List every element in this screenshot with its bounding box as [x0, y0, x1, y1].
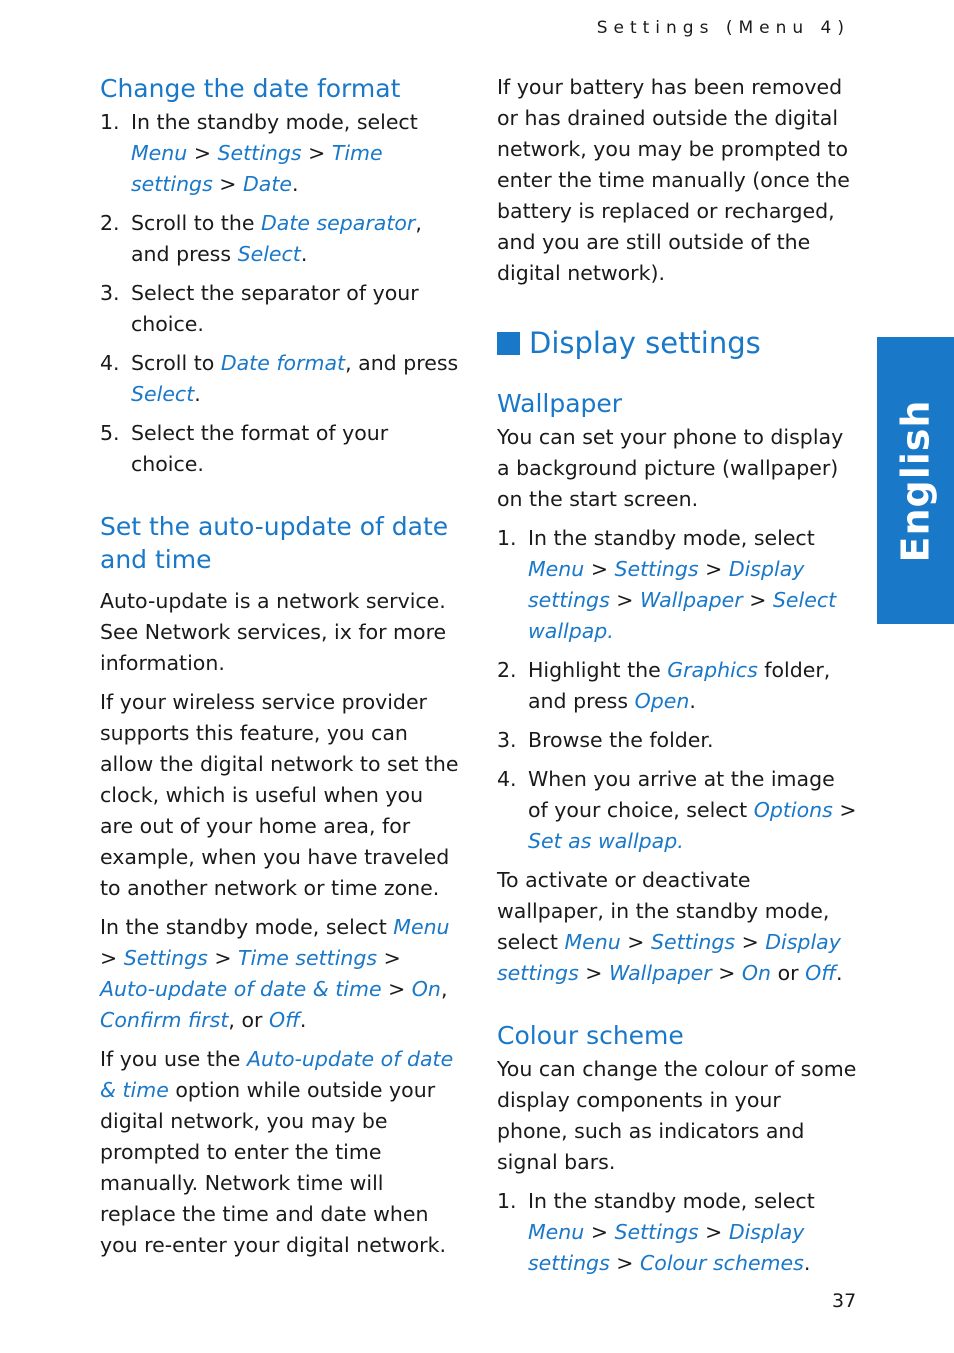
text-run: >: [609, 588, 640, 612]
step-text: [131, 107, 460, 200]
text-run: .: [300, 242, 308, 266]
text-run: If you use the: [100, 1047, 247, 1071]
menu-term: Date: [242, 172, 292, 196]
menu-term: Select wallpap.: [528, 588, 837, 643]
text-run: .: [689, 689, 696, 713]
paragraph-outside-network: [100, 1044, 460, 1261]
text-run: , or: [228, 1008, 269, 1032]
menu-term: On: [411, 977, 441, 1001]
text-run: >: [381, 977, 412, 1001]
section-square-icon: [497, 332, 520, 355]
step-number: 1.: [100, 110, 120, 134]
menu-term: Colour schemes: [639, 1251, 804, 1275]
list-item: [100, 348, 460, 410]
text-run: To activate or deactivate wallpaper, in the standby mode, select: [497, 868, 830, 954]
text-run: >: [584, 1220, 615, 1244]
text-run: >: [578, 961, 609, 985]
text-run: >: [711, 961, 742, 985]
step-text: [528, 655, 857, 717]
menu-term: Options: [753, 798, 833, 822]
menu-term: Display settings: [497, 930, 841, 985]
title-line-1: Set the auto-update of date: [100, 512, 449, 541]
step-number: 1.: [497, 526, 517, 550]
text-run: >: [742, 588, 773, 612]
menu-term: Time settings: [131, 141, 383, 196]
text-run: .: [291, 172, 299, 196]
menu-term: Select: [131, 382, 195, 406]
step-text: [528, 1186, 857, 1279]
menu-term: Menu: [528, 557, 585, 581]
running-header: Settings (Menu 4): [596, 18, 850, 38]
list-item: [497, 764, 857, 857]
menu-term: Open: [634, 689, 690, 713]
list-item: [497, 1186, 857, 1279]
menu-term: Auto-update of date & time: [100, 977, 382, 1001]
language-side-tab: [877, 337, 954, 624]
text-run: >: [609, 1251, 640, 1275]
text-run: >: [584, 557, 615, 581]
step-number: 1.: [497, 1189, 517, 1213]
section-title-colour-scheme: Colour scheme: [497, 1021, 684, 1050]
text-run: >: [301, 141, 332, 165]
step-number: 3.: [497, 728, 517, 752]
section-title-display-settings: [497, 325, 857, 361]
step-text: [131, 208, 460, 270]
list-item: [497, 523, 857, 647]
menu-term: Off: [268, 1008, 300, 1032]
step-number: 4.: [100, 351, 120, 375]
list-item: [100, 418, 460, 480]
title-line-2: and time: [100, 545, 212, 574]
step-number: 5.: [100, 421, 120, 445]
right-column: [497, 72, 857, 1279]
text-run: , and press: [131, 211, 422, 266]
text-run: , and press: [345, 351, 459, 375]
text-run: >: [100, 946, 124, 970]
text-run: In the standby mode, select: [131, 110, 418, 134]
step-text: [131, 348, 460, 410]
menu-term: Settings: [650, 930, 736, 954]
paragraph-wallpaper-intro: You can set your phone to display a background picture (wallpaper) on the start screen.: [497, 425, 844, 511]
text-run: .: [194, 382, 201, 406]
text-run: folder, and press: [528, 658, 831, 713]
text-run: .: [299, 1008, 307, 1032]
menu-term: On: [741, 961, 772, 985]
text-run: >: [735, 930, 766, 954]
list-item: [497, 655, 857, 717]
text-run: >: [620, 930, 651, 954]
list-item: [100, 208, 460, 270]
text-run: >: [698, 557, 729, 581]
step-number: 2.: [100, 211, 120, 235]
step-number: 4.: [497, 767, 517, 791]
text-run: >: [377, 946, 401, 970]
menu-term: Menu: [393, 915, 450, 939]
menu-term: Settings: [217, 141, 302, 165]
menu-term: Wallpaper: [608, 961, 712, 985]
text-run: Scroll to: [131, 351, 221, 375]
colour-scheme-steps: [497, 1186, 857, 1279]
menu-term: Off: [805, 961, 837, 985]
text-run: ,: [440, 977, 448, 1001]
paragraph-colour-intro: You can change the colour of some display components in your phone, such as indicators and signal bars.: [497, 1057, 857, 1174]
menu-term: Wallpaper: [639, 588, 743, 612]
left-column: [100, 72, 460, 1261]
menu-term: Settings: [123, 946, 208, 970]
menu-term: Confirm first: [100, 1008, 229, 1032]
paragraph-battery: If your battery has been removed or has drained outside the digital network, you may be prompted to enter the time manually (once the battery is replaced or recharged, and you are still outside of the digital network).: [497, 75, 850, 285]
menu-term: Auto-update of date & time: [100, 1047, 454, 1102]
text-run: Browse the folder.: [528, 728, 714, 752]
menu-term: Settings: [614, 1220, 699, 1244]
list-item: [497, 725, 857, 756]
text-run: Highlight the: [528, 658, 668, 682]
menu-term: Date format: [220, 351, 346, 375]
menu-term: Date separator: [260, 211, 416, 235]
text-run: >: [698, 1220, 729, 1244]
menu-term: Time settings: [238, 946, 378, 970]
menu-term: Display settings: [528, 1220, 805, 1275]
paragraph-provider: If your wireless service provider supports this feature, you can allow the digital network to set the clock, which is useful when you are out of your home area, for example, when you have traveled to another network or time zone.: [100, 690, 459, 900]
step-text: [528, 725, 857, 756]
step-text: [131, 418, 460, 480]
date-format-steps: [100, 107, 460, 480]
section-title-date-format: Change the date format: [100, 74, 401, 103]
text-run: When you arrive at the image of your choice, select: [528, 767, 835, 822]
paragraph-menu-path: [100, 912, 460, 1036]
text-run: In the standby mode, select: [528, 1189, 815, 1213]
step-number: 3.: [100, 281, 120, 305]
text-run: Select the separator of your choice.: [131, 281, 419, 336]
menu-term: Graphics: [667, 658, 758, 682]
text-run: .: [836, 961, 843, 985]
step-text: [131, 278, 460, 340]
page-number: 37: [832, 1290, 857, 1312]
menu-term: Set as wallpap.: [528, 829, 684, 853]
section-title-wallpaper: Wallpaper: [497, 389, 623, 418]
text-run: option while outside your digital network, you may be prompted to enter the time manually. Network time will replace the time and date when you re-enter your digital network.: [100, 1078, 446, 1257]
step-text: [528, 764, 857, 857]
text-run: >: [832, 798, 857, 822]
text-run: Select the format of your choice.: [131, 421, 389, 476]
menu-term: Select: [237, 242, 301, 266]
display-settings-label: Display settings: [529, 326, 761, 360]
menu-term: Settings: [614, 557, 699, 581]
text-run: >: [207, 946, 239, 970]
section-title-auto-update: [100, 510, 460, 576]
menu-term: Display settings: [528, 557, 805, 612]
menu-term: Menu: [131, 141, 188, 165]
language-label: English: [893, 399, 938, 562]
text-run: Scroll to the: [131, 211, 261, 235]
menu-term: Menu: [528, 1220, 585, 1244]
menu-term: Menu: [564, 930, 621, 954]
list-item: [100, 278, 460, 340]
step-number: 2.: [497, 658, 517, 682]
text-run: >: [187, 141, 218, 165]
paragraph-auto-update-intro: Auto-update is a network service. See Network services, ix for more information.: [100, 589, 447, 675]
paragraph-activate-wallpaper: [497, 865, 857, 989]
list-item: [100, 107, 460, 200]
wallpaper-steps: [497, 523, 857, 857]
text-run: or: [771, 961, 806, 985]
text-run: In the standby mode, select: [528, 526, 815, 550]
text-run: >: [212, 172, 243, 196]
text-run: .: [803, 1251, 811, 1275]
text-run: In the standby mode, select: [100, 915, 394, 939]
step-text: [528, 523, 857, 647]
